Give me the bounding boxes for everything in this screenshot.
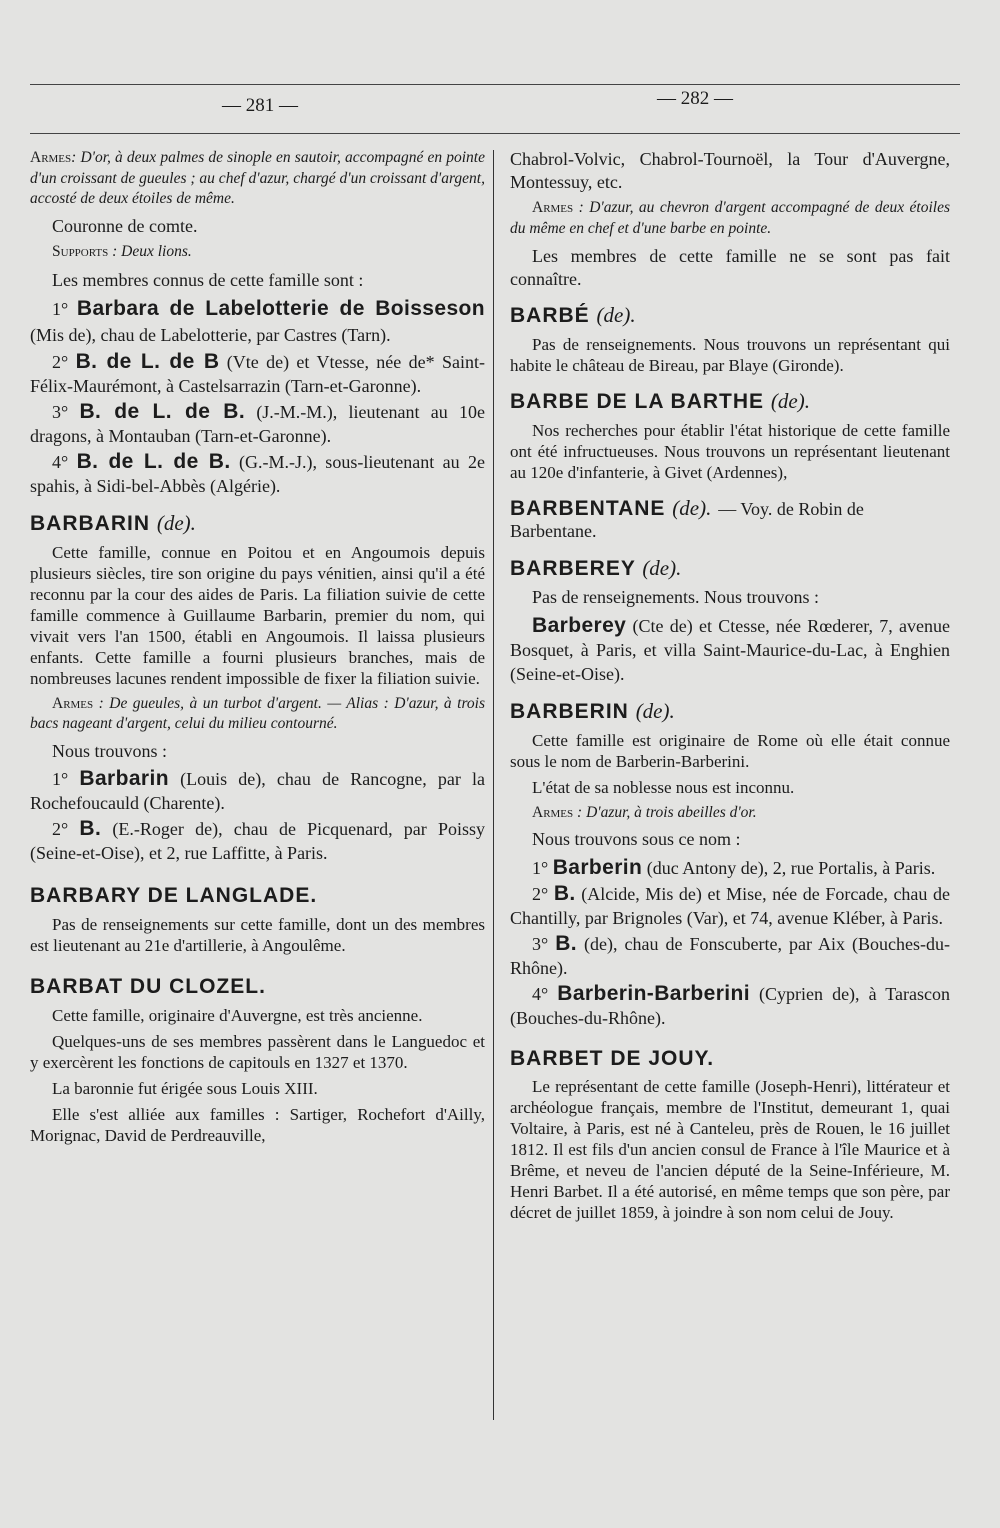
entry-number: 3° (532, 933, 549, 954)
left-column (30, 148, 485, 1151)
supports-label: Supports (52, 243, 109, 261)
barberin-entry-3 (510, 932, 950, 980)
member-name: Barbarin (79, 767, 169, 791)
column-divider (493, 150, 494, 1420)
page-number-right: — 282 — (657, 88, 733, 109)
member-name: B. (553, 881, 576, 905)
arms-paragraph (510, 198, 950, 239)
barberin-entry-2 (510, 882, 950, 930)
entry-number: 1° (52, 769, 69, 790)
heading-barbe (510, 304, 950, 328)
heading-text: BARBE DE LA BARTHE (510, 389, 765, 413)
entry-number: 4° (532, 983, 549, 1004)
heading-text: BARBARIN (30, 512, 150, 536)
barberin-arms (510, 803, 950, 824)
entry-number: 2° (532, 883, 549, 904)
member-details: (Louis de), chau de Rancogne, par la Rochefoucauld (Charente). (30, 769, 485, 814)
barbarin-arms (30, 694, 485, 735)
arms-text: : D'or, à deux palmes de sinople en sautoir, accompagné en pointe d'un croissant de gueules ; au chef d'azur, chargé d'un croissant d'argent, accosté de deux étoiles de même. (30, 149, 485, 207)
nous-trouvons: Nous trouvons : (52, 740, 168, 761)
entry-number: 1° (52, 299, 69, 320)
heading-barbe-de-la-barthe (510, 390, 950, 414)
member-details: (J.-M.-M.), lieutenant au 10e dragons, à Montauban (Tarn-et-Garonne). (30, 402, 485, 447)
member-name: Barberey (532, 613, 627, 637)
heading-barbet-de-jouy: BARBET DE JOUY. (510, 1046, 715, 1070)
barbarin-entry-2 (30, 817, 485, 865)
jouy-text: Le représentant de cette famille (Joseph-Henri), littérateur et archéologue français, membre de l'Institut, demeurant 1, quai Voltaire, à Paris, est né à Canteleu, près de Rouen, le 16 juillet 1812. Il est fils d'un ancien consul de France à l'île Maurice et à Brême, et neveu de l'ancien député de la Seine-Inférieure, M. Henri Barbet. Il a été autorisé, en même temps que son père, par décret de juillet 1859, à joindre à son nom celui de Jouy. (510, 1077, 950, 1223)
member-details: (Mis de), chau de Labelotterie, par Castres (Tarn). (30, 325, 391, 346)
barthe-text: Nos recherches pour établir l'état historique de cette famille ont été infructueuses. Nous trouvons un représentant lieutenant au 120e d'infanterie, à Givet (Ardennes), (510, 420, 950, 482)
barberey-intro: Pas de renseignements. Nous trouvons : (532, 587, 819, 608)
member-name: Barbara de Labelotterie de Boisseson (76, 297, 485, 321)
arms-label: Armes (532, 199, 574, 217)
couronne-text: Couronne de comte. (52, 215, 198, 236)
barberin-entry-4 (510, 982, 950, 1030)
heading-barberin (510, 700, 950, 724)
member-name: Barberin (552, 855, 643, 879)
arms-text: : D'azur, au chevron d'argent accompagné de deux étoiles du même en chef et d'une barbe en pointe. (510, 199, 950, 237)
member-name: B. (555, 931, 578, 955)
member-name: Barberin-Barberini (557, 981, 750, 1005)
right-column (510, 148, 950, 1228)
member-details: (Vte de) et Vtesse, née de* Saint-Félix-Maurémont, à Castelsarrazin (Tarn-et-Garonne). (30, 352, 485, 397)
barberin-p1: Cette famille est originaire de Rome où elle était connue sous le nom de Barberin-Barberini. (510, 730, 950, 771)
page-number-left: — 281 — (222, 95, 298, 116)
heading-particle: (de). (642, 555, 682, 580)
barbarin-entry-1 (30, 767, 485, 815)
top-rule (30, 84, 960, 85)
member-details: (Cyprien de), à Tarascon (Bouches-du-Rhône). (510, 983, 951, 1028)
arms-label: Armes (52, 694, 94, 712)
member-details: (Cte de) et Ctesse, née Rœderer, 7, avenue Bosquet, à Paris, et villa Saint-Maurice-du-Lac, à Enghien (Seine-et-Oise). (510, 615, 951, 684)
see-also-reference: — Voy. de Robin de Barbentane. (510, 498, 864, 542)
barberin-entry-1 (510, 856, 950, 880)
arms-label: Armes (532, 803, 574, 821)
arms-text: : D'azur, à trois abeilles d'or. (577, 803, 757, 821)
member-entry-4 (30, 450, 485, 498)
entry-number: 3° (52, 402, 69, 423)
member-details: (duc Antony de), 2, rue Portalis, à Paris. (646, 857, 936, 878)
supports-paragraph (30, 242, 485, 263)
member-details: (G.-M.-J.), sous-lieutenant au 2e spahis, à Sidi-bel-Abbès (Algérie). (30, 452, 485, 497)
heading-particle: (de). (635, 698, 675, 723)
members-intro: Les membres connus de cette famille sont : (52, 269, 364, 290)
heading-barbentane (510, 497, 950, 543)
heading-particle: (de). (770, 388, 810, 413)
heading-particle: (de). (156, 511, 196, 536)
member-name: B. de L. de B. (79, 400, 246, 424)
entry-number: 2° (52, 819, 69, 840)
barbe-text: Pas de renseignements. Nous trouvons un représentant qui habite le château de Bireau, par Blaye (Gironde). (510, 334, 950, 375)
member-entry-1 (30, 296, 485, 348)
supports-text: : Deux lions. (112, 243, 192, 261)
member-name: B. de L. de B (75, 350, 220, 374)
heading-text: BARBEREY (510, 556, 636, 580)
barberin-intro: Nous trouvons sous ce nom : (532, 829, 741, 850)
member-entry-3 (30, 400, 485, 448)
barbary-text: Pas de renseignements sur cette famille, dont un des membres est lieutenant au 21e d'artillerie, à Angoulême. (30, 914, 485, 955)
arms-label: Armes (30, 149, 72, 166)
continuation-text: Chabrol-Volvic, Chabrol-Tournoël, la Tour d'Auvergne, Montessuy, etc. (510, 149, 950, 192)
barberey-entry (510, 614, 950, 686)
heading-text: BARBÉ (510, 304, 590, 328)
member-details: (E.-Roger de), chau de Picquenard, par Poissy (Seine-et-Oise), et 2, rue Laffitte, à Paris. (30, 819, 486, 864)
header-rule (30, 133, 960, 134)
arms-paragraph (30, 148, 485, 210)
barbat-p3: La baronnie fut érigée sous Louis XIII. (52, 1078, 318, 1098)
member-entry-2 (30, 350, 485, 398)
heading-barbary: BARBARY DE LANGLADE. (30, 884, 318, 908)
barbat-p2: Quelques-uns de ses membres passèrent dans le Languedoc et y exercèrent les fonctions de capitouls en 1327 et 1370. (30, 1031, 485, 1072)
members-unknown: Les membres de cette famille ne se sont pas fait connaître. (510, 246, 950, 289)
arms-text: : De gueules, à un turbot d'argent. — Alias : D'azur, à trois bacs nageant d'argent, celui du milieu contourné. (30, 694, 485, 733)
entry-number: 2° (52, 352, 69, 373)
heading-particle: (de). (596, 303, 636, 328)
barbarin-text: Cette famille, connue en Poitou et en Angoumois depuis plusieurs siècles, tire son origine du pays vénitien, ainsi qu'il a été reconnu par la cour des aides de Paris. La filiation suivie de cette famille commence à Guillaume Barbarin, premier du nom, qui vivait vers l'an 1500, établi en Angoumois. Il laissa plusieurs enfants. Cette famille a fourni plusieurs branches, mais de nombreuses lacunes rendent impossible de fixer la filiation suivie. (30, 542, 485, 688)
member-details: (de), chau de Fonscuberte, par Aix (Bouches-du-Rhône). (510, 933, 951, 978)
member-name: B. (79, 817, 102, 841)
heading-particle: (de). (672, 495, 712, 520)
member-details: (Alcide, Mis de) et Mise, née de Forcade, chau de Chantilly, par Brignoles (Var), et 74, avenue Kléber, à Paris. (510, 883, 951, 928)
member-name: B. de L. de B. (76, 450, 231, 474)
heading-barbarin (30, 512, 485, 536)
entry-number: 1° (532, 857, 549, 878)
heading-text: BARBENTANE (510, 496, 666, 520)
barberin-p2: L'état de sa noblesse nous est inconnu. (532, 777, 795, 797)
entry-number: 4° (52, 452, 69, 473)
heading-barberey (510, 557, 950, 581)
barbat-p1: Cette famille, originaire d'Auvergne, est très ancienne. (52, 1005, 423, 1025)
heading-text: BARBERIN (510, 699, 629, 723)
barbat-p4: Elle s'est alliée aux familles : Sartiger, Rochefort d'Ailly, Morignac, David de Perdreauville, (30, 1104, 485, 1145)
heading-barbat: BARBAT DU CLOZEL. (30, 974, 266, 998)
